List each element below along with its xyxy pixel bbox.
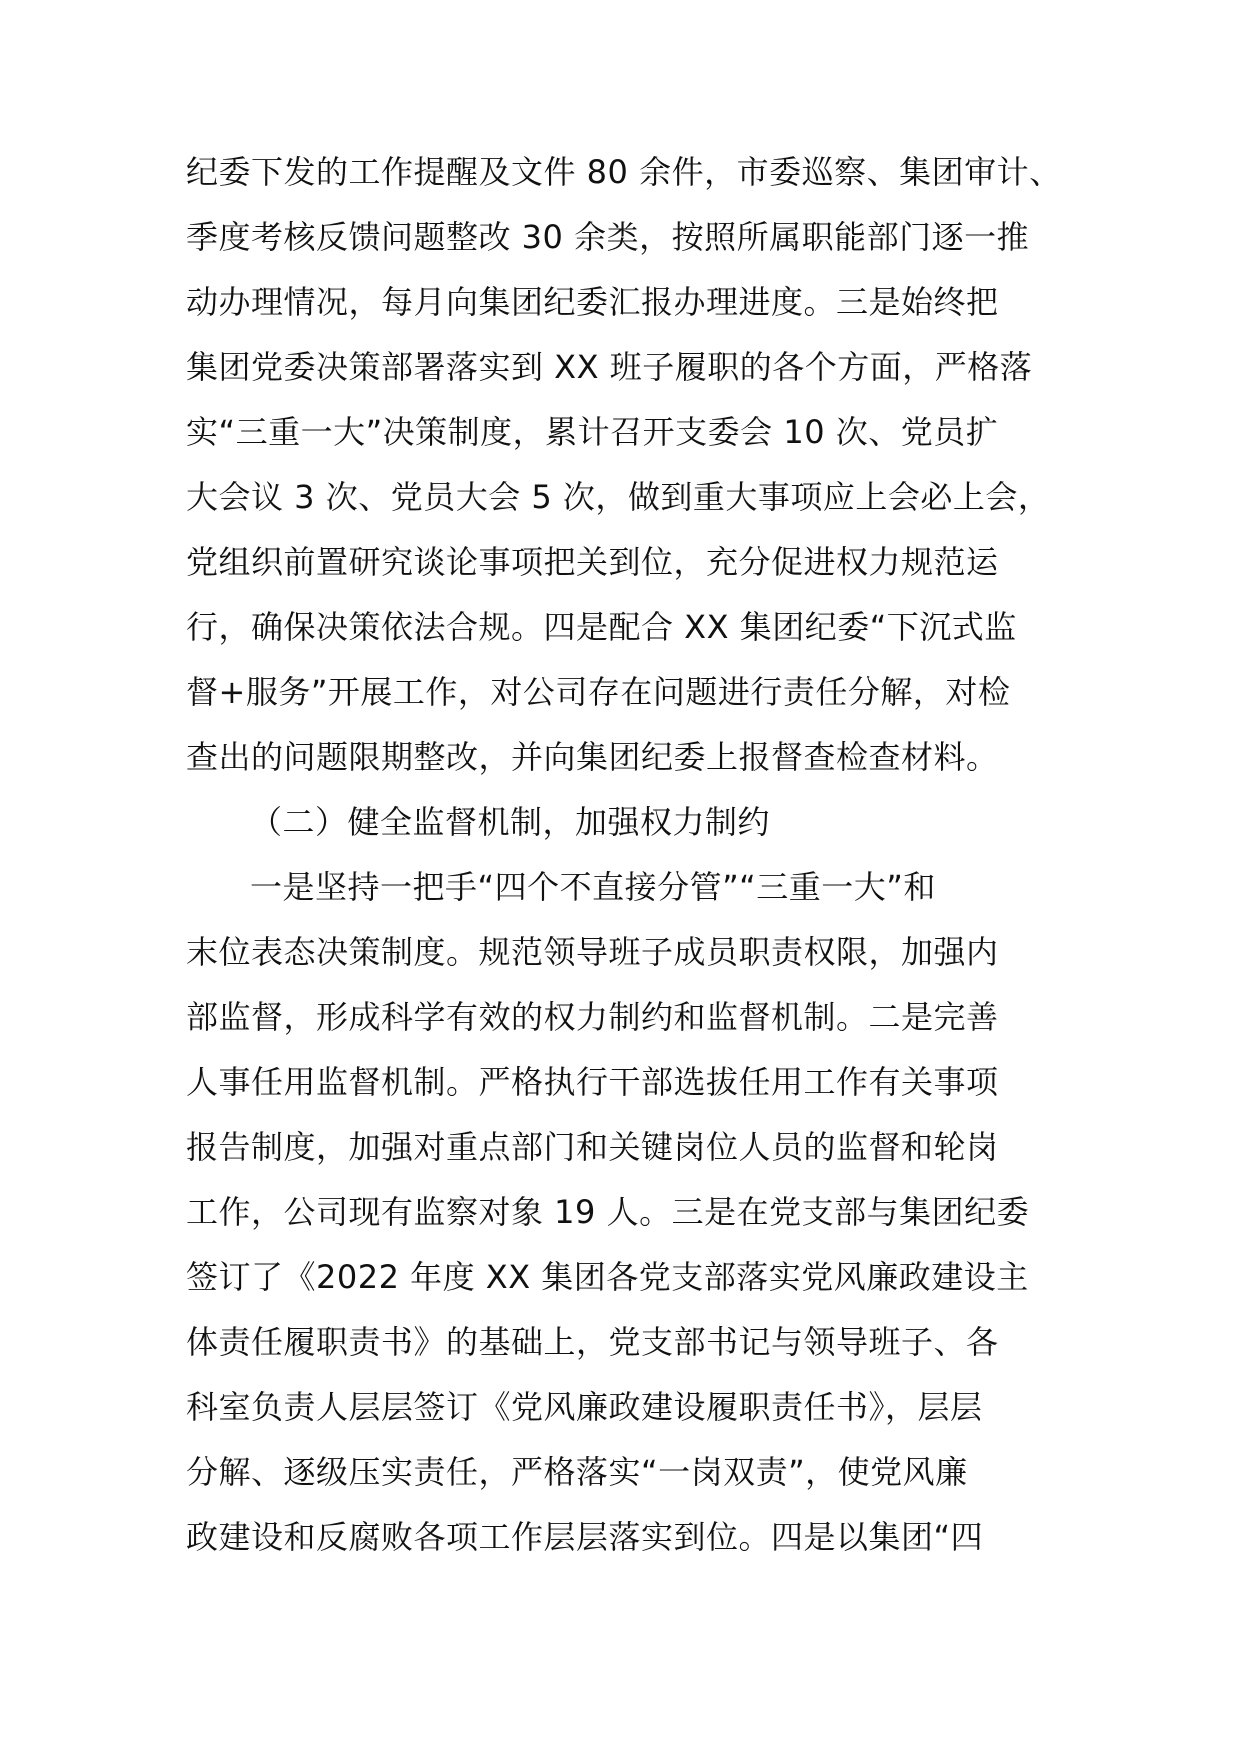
- section-heading: （二）健全监督机制，加强权力制约: [250, 803, 771, 841]
- text-line: 督+服务”开展工作，对公司存在问题进行责任分解，对检: [186, 673, 1011, 711]
- text-line: 党组织前置研究谈论事项把关到位，充分促进权力规范运: [186, 543, 999, 581]
- text-line: 行，确保决策依法合规。四是配合 XX 集团纪委“下沉式监: [186, 608, 1017, 646]
- text-line: 末位表态决策制度。规范领导班子成员职责权限，加强内: [186, 933, 999, 971]
- text-line: 签订了《2022 年度 XX 集团各党支部落实党风廉政建设主: [186, 1258, 1029, 1296]
- document-body: [186, 140, 1066, 1570]
- text-line: 纪委下发的工作提醒及文件 80 余件，市委巡察、集团审计、: [186, 153, 1062, 191]
- text-line: 部监督，形成科学有效的权力制约和监督机制。二是完善: [186, 998, 999, 1036]
- text-line: 分解、逐级压实责任，严格落实“一岗双责”，使党风廉: [186, 1453, 968, 1491]
- text-line: 报告制度，加强对重点部门和关键岗位人员的监督和轮岗: [186, 1128, 999, 1166]
- text-line: 查出的问题限期整改，并向集团纪委上报督查检查材料。: [186, 738, 999, 776]
- text-line: 大会议 3 次、党员大会 5 次，做到重大事项应上会必上会，: [186, 478, 1051, 516]
- text-line: 工作，公司现有监察对象 19 人。三是在党支部与集团纪委: [186, 1193, 1030, 1231]
- text-line: 一是坚持一把手“四个不直接分管”“三重一大”和: [250, 868, 936, 906]
- text-line: 集团党委决策部署落实到 XX 班子履职的各个方面，严格落: [186, 348, 1033, 386]
- text-line: 动办理情况，每月向集团纪委汇报办理进度。三是始终把: [186, 283, 999, 321]
- text-line: 体责任履职责书》的基础上，党支部书记与领导班子、各: [186, 1323, 999, 1361]
- text-line: 人事任用监督机制。严格执行干部选拔任用工作有关事项: [186, 1063, 999, 1101]
- text-line: 政建设和反腐败各项工作层层落实到位。四是以集团“四: [186, 1518, 984, 1556]
- text-line: 实“三重一大”决策制度，累计召开支委会 10 次、党员扩: [186, 413, 999, 451]
- text-line: 季度考核反馈问题整改 30 余类，按照所属职能部门逐一推: [186, 218, 1030, 256]
- text-line: 科室负责人层层签订《党风廉政建设履职责任书》，层层: [186, 1388, 983, 1426]
